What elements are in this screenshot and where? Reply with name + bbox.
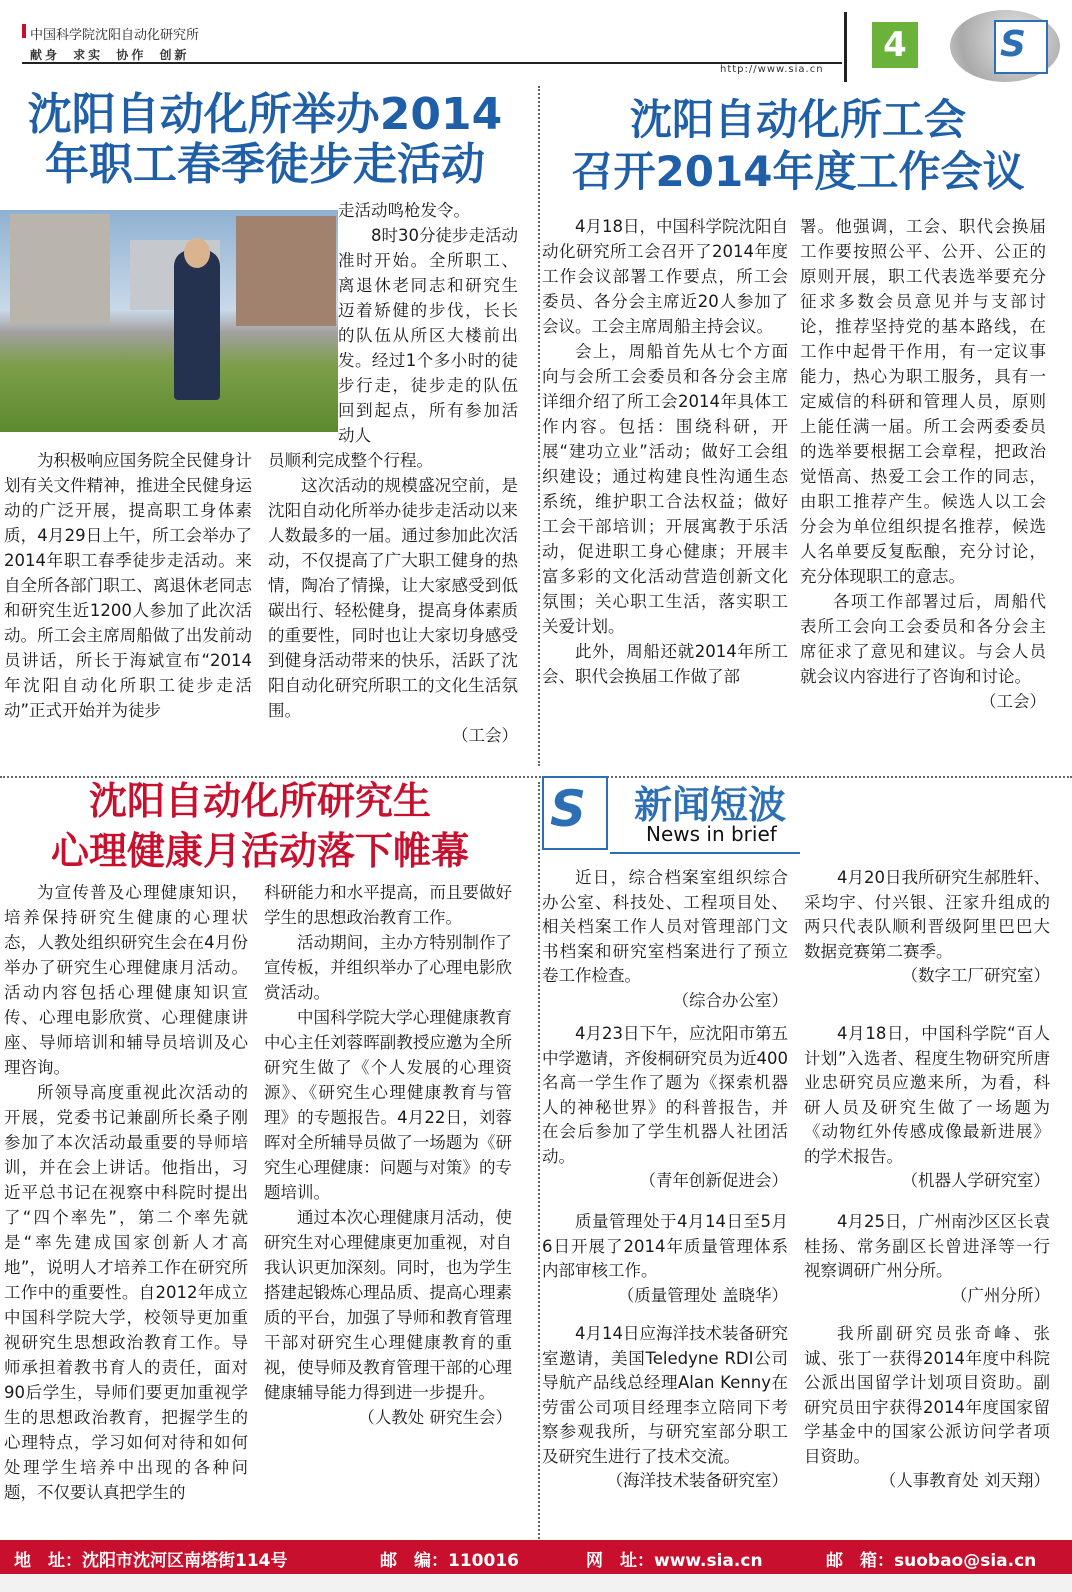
photo-building: [10, 214, 110, 324]
news-item-text: 4月14日应海洋技术装备研究室邀请，美国Teledyne RDI公司导航产品线总经理Alan Kenny在劳雷公司项目经理李立陪同下考察参观我所，与研究室部分职工及研究生进行了技术交流。: [542, 1324, 788, 1466]
news-item: [804, 1210, 1050, 1308]
photo-person: [174, 250, 220, 400]
news-brief-rule: [610, 852, 800, 854]
article2-text: 署。他强调，工会、职代会换届工作要按照公平、公开、公正的原则开展，职工代表选举要充分征求多数会员意见并与支部讨论，推荐坚持党的基本路线，在工作中起骨干作用，有一定议事能力，热心为职工服务，具有一定威信的科研和管理人员，原则上能任满一届。所工会两委委员的选举要根据工会章程，把政治觉悟高、热爱工会工作的同志，由职工推荐产生。候选人以工会分会为单位组织提名推荐，候选人名单要反复酝酿，充分讨论，充分体现职工的意志。: [800, 217, 1046, 586]
article1-title: [0, 90, 530, 190]
article3-text: 所领导高度重视此次活动的开展，党委书记兼副所长桑子刚参加了本次活动最重要的导师培训，并在会上讲话。他指出，习近平总书记在视察中科院时提出了“四个率先”，第二个率先就是“率先建成国家创新人才高地”，说明人才培养工作在研究所工作中的重要性。自2012年成立中国科学院大学，校领导更加重视研究生思想政治教育工作。导师承担着教书育人的责任，面对90后学生，导师们要更加重视学生的思想政治教育，把握学生的心理特点，学习如何对待和如何处理学生培养中出现的各种问题，不仅要认真把学生的: [4, 1083, 248, 1502]
photo-person-head: [184, 238, 210, 268]
article3-col-right: [264, 880, 512, 1430]
article1-title-line1: 沈阳自动化所举办2014: [27, 89, 503, 140]
article1-title-line2: 年职工春季徒步走活动: [45, 139, 485, 190]
article2-title: [548, 94, 1048, 198]
masthead-org: 中国科学院沈阳自动化研究所: [30, 28, 200, 43]
news-item-source: （数字工厂研究室）: [901, 966, 1050, 985]
article2-col-right: [800, 214, 1046, 714]
news-item: [542, 1210, 788, 1308]
news-item-text: 质量管理处于4月14日至5月6日开展了2014年质量管理体系内部审核工作。: [542, 1212, 788, 1280]
news-item-text: 4月18日，中国科学院“百人计划”入选者、程度生物研究所唐业忠研究员应邀来所，为看，科研人员及研究生做了一场题为《动物红外传感成像最新进展》的学术报告。: [804, 1024, 1050, 1166]
article1-col-right-bottom: [268, 448, 518, 748]
news-item-text: 近日，综合档案室组织综合办公室、科技处、工程项目处、相关档案工作人员对管理部门文书档案和研究室档案进行了预立卷工作检查。: [542, 868, 788, 985]
news-item-source: （广州分所）: [951, 1285, 1050, 1305]
article1-col-left: [4, 448, 252, 723]
footer-website[interactable]: 网 址：www.sia.cn: [586, 1551, 763, 1571]
column-divider: [538, 86, 540, 766]
article1-text: 走活动鸣枪发令。: [338, 201, 470, 220]
article3-text: 通过本次心理健康月活动，使研究生对心理健康更加重视，对自我认识更加深刻。同时，也为学生搭建起锻炼心理品质、提高心理素质的平台，加强了导师和教育管理干部对研究生心理健康教育的重视，使导师及教育管理干部的心理健康辅导能力得到进一步提升。: [264, 1208, 512, 1402]
news-item: [804, 1022, 1050, 1194]
article1-col-right-top: [338, 198, 518, 448]
article1-byline: （工会）: [452, 726, 518, 745]
article3-col-left: [4, 880, 248, 1505]
news-item-text: 4月25日，广州南沙区区长袁桂扬、常务副区长曾进泽等一行视察调研广州分所。: [804, 1212, 1050, 1280]
article3-text: 中国科学院大学心理健康教育中心主任刘蓉晖副教授应邀为全所研究生做了《个人发展的心理资源》、《研究生心理健康教育与管理》的专题报告。4月22日，刘蓉晖对全所辅导员做了一场题为《研究生心理健康：问题与对策》的专题培训。: [264, 1008, 512, 1202]
article1-text: 员顺利完成整个行程。: [268, 451, 433, 470]
news-item-text: 我所副研究员张奇峰、张诚、张丁一获得2014年度中科院公派出国留学计划项目资助。副研究员田宇获得2014年度国家留学基金中的国家公派访问学者项目资助。: [804, 1324, 1050, 1466]
news-item-source: （机器人学研究室）: [901, 1171, 1050, 1190]
article3-byline: （人教处 研究生会）: [358, 1408, 512, 1427]
article2-text: 此外，周船还就2014年所工会、职代会换届工作做了部: [542, 642, 788, 686]
article2-title-line2: 召开2014年度工作会议: [571, 147, 1025, 196]
photo-building: [236, 216, 336, 326]
article1-text: 8时30分徒步走活动准时开始。全所职工、离退休老同志和研究生迈着矫健的步伐，长长的队伍从所区大楼前出发。经过1个多小时的徒步行走，徒步走的队伍回到起点，所有参加活动人: [338, 226, 518, 445]
article2-byline: （工会）: [980, 692, 1046, 711]
news-item: [804, 866, 1050, 989]
news-item: [542, 866, 788, 1013]
news-item: [542, 1322, 788, 1494]
article3-text: 为宣传普及心理健康知识，培养保持研究生健康的心理状态，人教处组织研究生会在4月份举办了研究生心理健康月活动。活动内容包括心理健康知识宣传、心理电影欣赏、心理健康讲座、导师培训和辅导员培训及心理咨询。: [4, 883, 248, 1077]
news-item-source: （质量管理处 盖晓华）: [617, 1285, 788, 1305]
news-item-source: （海洋技术装备研究室）: [606, 1471, 788, 1490]
masthead-motto: 献身 求实 协作 创新: [30, 48, 190, 62]
article3-title: [0, 776, 520, 876]
article1-photo: [0, 210, 338, 432]
footer-email[interactable]: 邮 箱：suobao@sia.cn: [826, 1551, 1037, 1571]
page-number: 4: [872, 22, 918, 68]
news-brief-logo-letter: S: [550, 780, 587, 838]
article2-col-left: [542, 214, 788, 689]
footer-strip: [0, 1574, 1072, 1592]
news-brief-title: 新闻短波: [634, 783, 787, 827]
column-divider: [538, 782, 540, 1562]
masthead-divider: [844, 12, 847, 82]
article2-text: 各项工作部署过后，周船代表所工会向工会委员和各分会主席征求了意见和建议。与会人员就会议内容进行了咨询和讨论。: [800, 592, 1046, 686]
news-item: [804, 1322, 1050, 1494]
news-item-source: （青年创新促进会）: [639, 1171, 788, 1190]
article2-text: 会上，周船首先从七个方面向与会所工会委员和各分会主席详细介绍了所工会2014年具体工作内容。包括：围绕科研，开展“建功立业”活动；做好工会组织建设；通过构建良性沟通生态系统，维护职工合法权益；做好工会干部培训；开展寓教于乐活动，促进职工身心健康；开展丰富多彩的文化活动营造创新文化氛围；关心职工生活，落实职工关爱计划。: [542, 342, 788, 636]
masthead-bar: [22, 24, 26, 38]
article3-title-line2: 心理健康月活动落下帷幕: [50, 828, 469, 873]
footer-bar: [0, 1540, 1072, 1574]
masthead-url[interactable]: http://www.sia.cn: [720, 64, 824, 75]
news-item-text: 4月23日下午，应沈阳市第五中学邀请，齐俊桐研究员为近400名高一学生作了题为《探索机器人的神秘世界》的科普报告，并在会后参加了学生机器人社团活动。: [542, 1024, 788, 1166]
article3-text: 科研能力和水平提高，而且要做好学生的思想政治教育工作。: [264, 883, 512, 927]
news-item-source: （综合办公室）: [672, 990, 788, 1010]
article3-text: 活动期间，主办方特别制作了宣传板，并组织举办了心理电影欣赏活动。: [264, 933, 512, 1002]
article1-text: 这次活动的规模盛况空前，是沈阳自动化所举办徒步走活动以来人数最多的一届。通过参加此次活动，不仅提高了广大职工健身的热情，陶冶了情操，让大家感受到低碳出行、轻松健身，提高身体素质的重要性，同时也让大家切身感受到健身活动带来的快乐，活跃了沈阳自动化研究所职工的文化生活氛围。: [268, 476, 518, 720]
footer-postcode: 邮 编：110016: [380, 1551, 519, 1571]
article2-title-line1: 沈阳自动化所工会: [629, 95, 966, 144]
article1-text: 为积极响应国务院全民健身计划有关文件精神，推进全民健身运动的广泛开展，提高职工身体素质，4月29日上午，所工会举办了2014年职工春季徒步走活动。来自全所各部门职工、离退休老同志和研究生近1200人参加了此次活动。所工会主席周船做了出发前动员讲话，所长于海斌宣布“2014年沈阳自动化所职工徒步走活动”正式开始并为徒步: [4, 451, 252, 720]
sia-logo-letter: S: [1000, 24, 1026, 65]
article2-text: 4月18日，中国科学院沈阳自动化研究所工会召开了2014年度工作会议部署工作要点，所工会委员、各分会主席近20人参加了会议。工会主席周船主持会议。: [542, 217, 788, 336]
news-item-source: （人事教育处 刘天翔）: [879, 1471, 1050, 1490]
news-item-text: 4月20日我所研究生郝胜轩、采均宇、付兴银、汪家升组成的两只代表队顺利晋级阿里巴巴大数据竞赛第二赛季。: [804, 868, 1050, 961]
news-item: [542, 1022, 788, 1194]
footer-address: 地 址：沈阳市沈河区南塔街114号: [14, 1551, 288, 1571]
masthead-rule: [22, 62, 842, 64]
article3-title-line1: 沈阳自动化所研究生: [88, 778, 431, 823]
news-brief-subtitle: News in brief: [646, 822, 777, 846]
